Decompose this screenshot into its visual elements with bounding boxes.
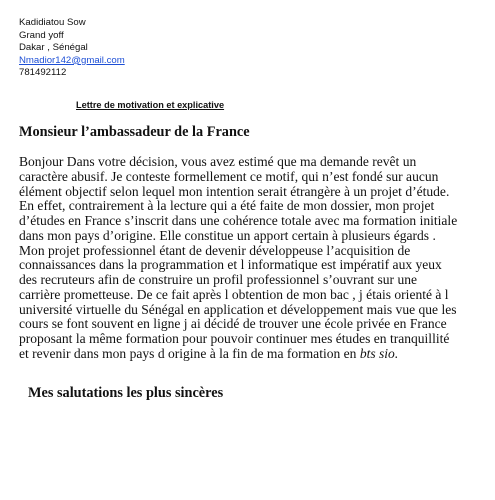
letter-salutation: Monsieur l’ambassadeur de la France — [19, 124, 250, 140]
body-line: d’études en France s’inscrit dans une cohérence totale avec ma formation initiale — [19, 213, 458, 228]
body-last-line — [19, 347, 489, 362]
body-line: carrière prometteuse. De ce fait après l obtention de mon bac , j étais orienté à l — [19, 286, 449, 302]
body-line: Bonjour Dans votre décision, vous avez estimé que ma demande revêt un — [19, 154, 417, 169]
body-line: Mon projet professionnel étant de devenir développeuse l’acquisition de — [19, 242, 411, 258]
body-line: connaissances dans la programmation et l informatique est impératif aux yeux — [19, 257, 442, 273]
body-last-line-text: et revenir dans mon pays d origine à la fin de ma formation en — [19, 345, 360, 361]
letter-closing: Mes salutations les plus sincères — [28, 385, 224, 401]
body-line: des recruteurs afin de construire un profil professionnel s’ouvrant sur une — [19, 272, 418, 287]
body-line: proposant la même formation pour pouvoir continuer mes études en tranquillité — [19, 331, 450, 346]
body-line: En effet, contrairement à la lecture qui a été faite de mon dossier, mon projet — [19, 198, 435, 214]
body-line: dans mon pays d’origine. Elle constitue un apport certain à plusieurs égards . — [19, 227, 436, 243]
body-last-line-italic: bts sio. — [359, 345, 399, 361]
sender-name: Kadidiatou Sow — [19, 17, 86, 28]
body-line: caractère abusif. Je conteste formellement ce motif, qui n’est fondé sur aucun — [19, 168, 439, 184]
letter-subject: Lettre de motivation et explicative — [76, 100, 225, 110]
letter-body — [19, 155, 489, 362]
sender-block — [19, 17, 125, 80]
sender-email-link[interactable]: Nmadior142@gmail.com — [19, 54, 125, 66]
body-line: cours se font souvent en ligne j ai décidé de trouver une école privée en France — [19, 316, 447, 332]
sender-phone: 781492112 — [19, 67, 67, 79]
body-line: élément objectif selon lequel mon intention serait étrangère à un projet d’étude. — [19, 183, 450, 199]
body-line: université virtuelle du Sénégal en application et développement mais vue que les — [19, 301, 457, 317]
sender-address-line1: Grand yoff — [19, 29, 64, 41]
sender-address-line2: Dakar , Sénégal — [19, 42, 88, 54]
